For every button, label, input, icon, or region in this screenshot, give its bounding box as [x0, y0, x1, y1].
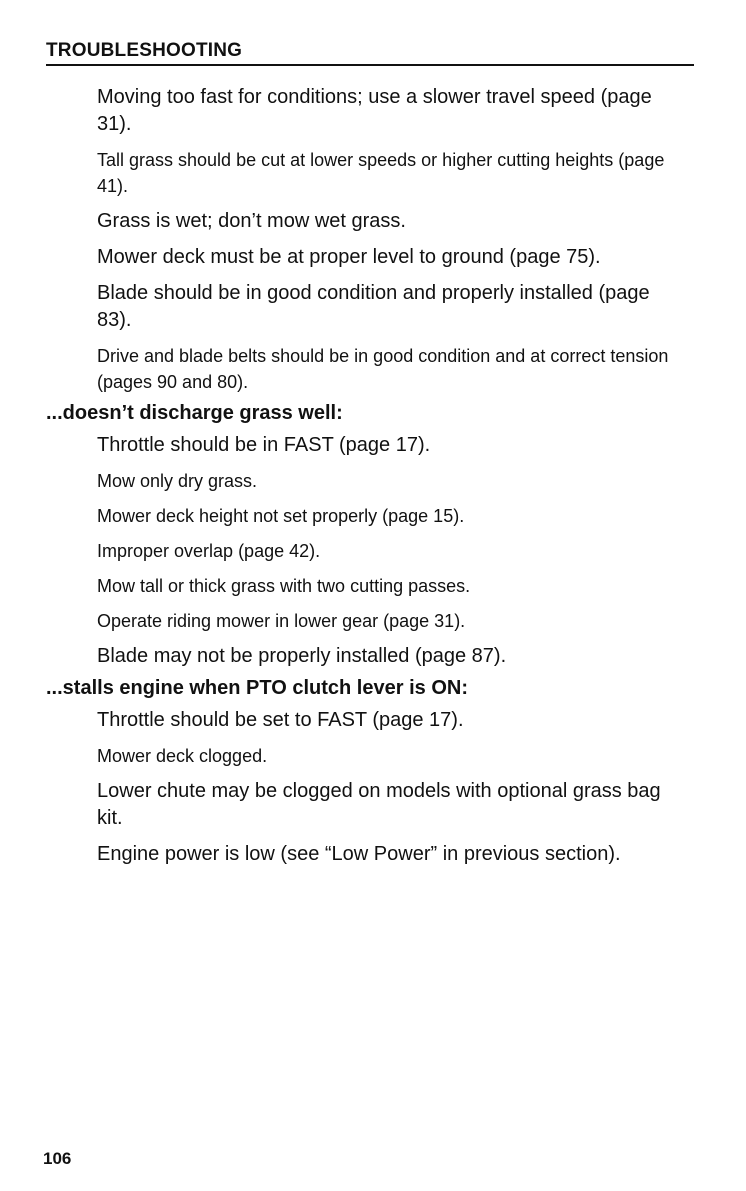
page-header	[46, 40, 694, 66]
section-heading-stalls-engine: ...stalls engine when PTO clutch lever is ON:	[46, 677, 468, 699]
list-item: Mower deck height not set properly (page 15).	[97, 506, 465, 526]
list-item: Mow tall or thick grass with two cutting passes.	[97, 576, 471, 596]
list-item: Mower deck must be at proper level to ground (page 75).	[97, 246, 601, 268]
list-item: Grass is wet; don’t mow wet grass.	[97, 210, 406, 232]
troubleshooting-content	[0, 84, 746, 877]
list-item: Blade should be in good condition and properly installed (page 83).	[97, 282, 650, 331]
list-item: Throttle should be in FAST (page 17).	[97, 434, 431, 456]
page-title: TROUBLESHOOTING	[46, 40, 243, 61]
list-item: Blade may not be properly installed (page 87).	[97, 645, 507, 667]
list-item: Improper overlap (page 42).	[97, 541, 321, 561]
list-item: Moving too fast for conditions; use a slower travel speed (page 31).	[97, 86, 652, 135]
list-item: Lower chute may be clogged on models with optional grass bag kit.	[97, 780, 661, 829]
list-item: Mower deck clogged.	[97, 746, 268, 766]
section-heading-discharge: ...doesn’t discharge grass well:	[46, 402, 343, 424]
page-number: 106	[43, 1149, 72, 1168]
list-item: Throttle should be set to FAST (page 17).	[97, 709, 464, 731]
list-item: Tall grass should be cut at lower speeds or higher cutting heights (page 41).	[97, 150, 665, 196]
list-item: Drive and blade belts should be in good condition and at correct tension (pages 90 and 80).	[97, 346, 669, 392]
list-item: Engine power is low (see “Low Power” in previous section).	[97, 843, 621, 865]
list-item: Operate riding mower in lower gear (page 31).	[97, 611, 466, 631]
list-item: Mow only dry grass.	[97, 471, 258, 491]
